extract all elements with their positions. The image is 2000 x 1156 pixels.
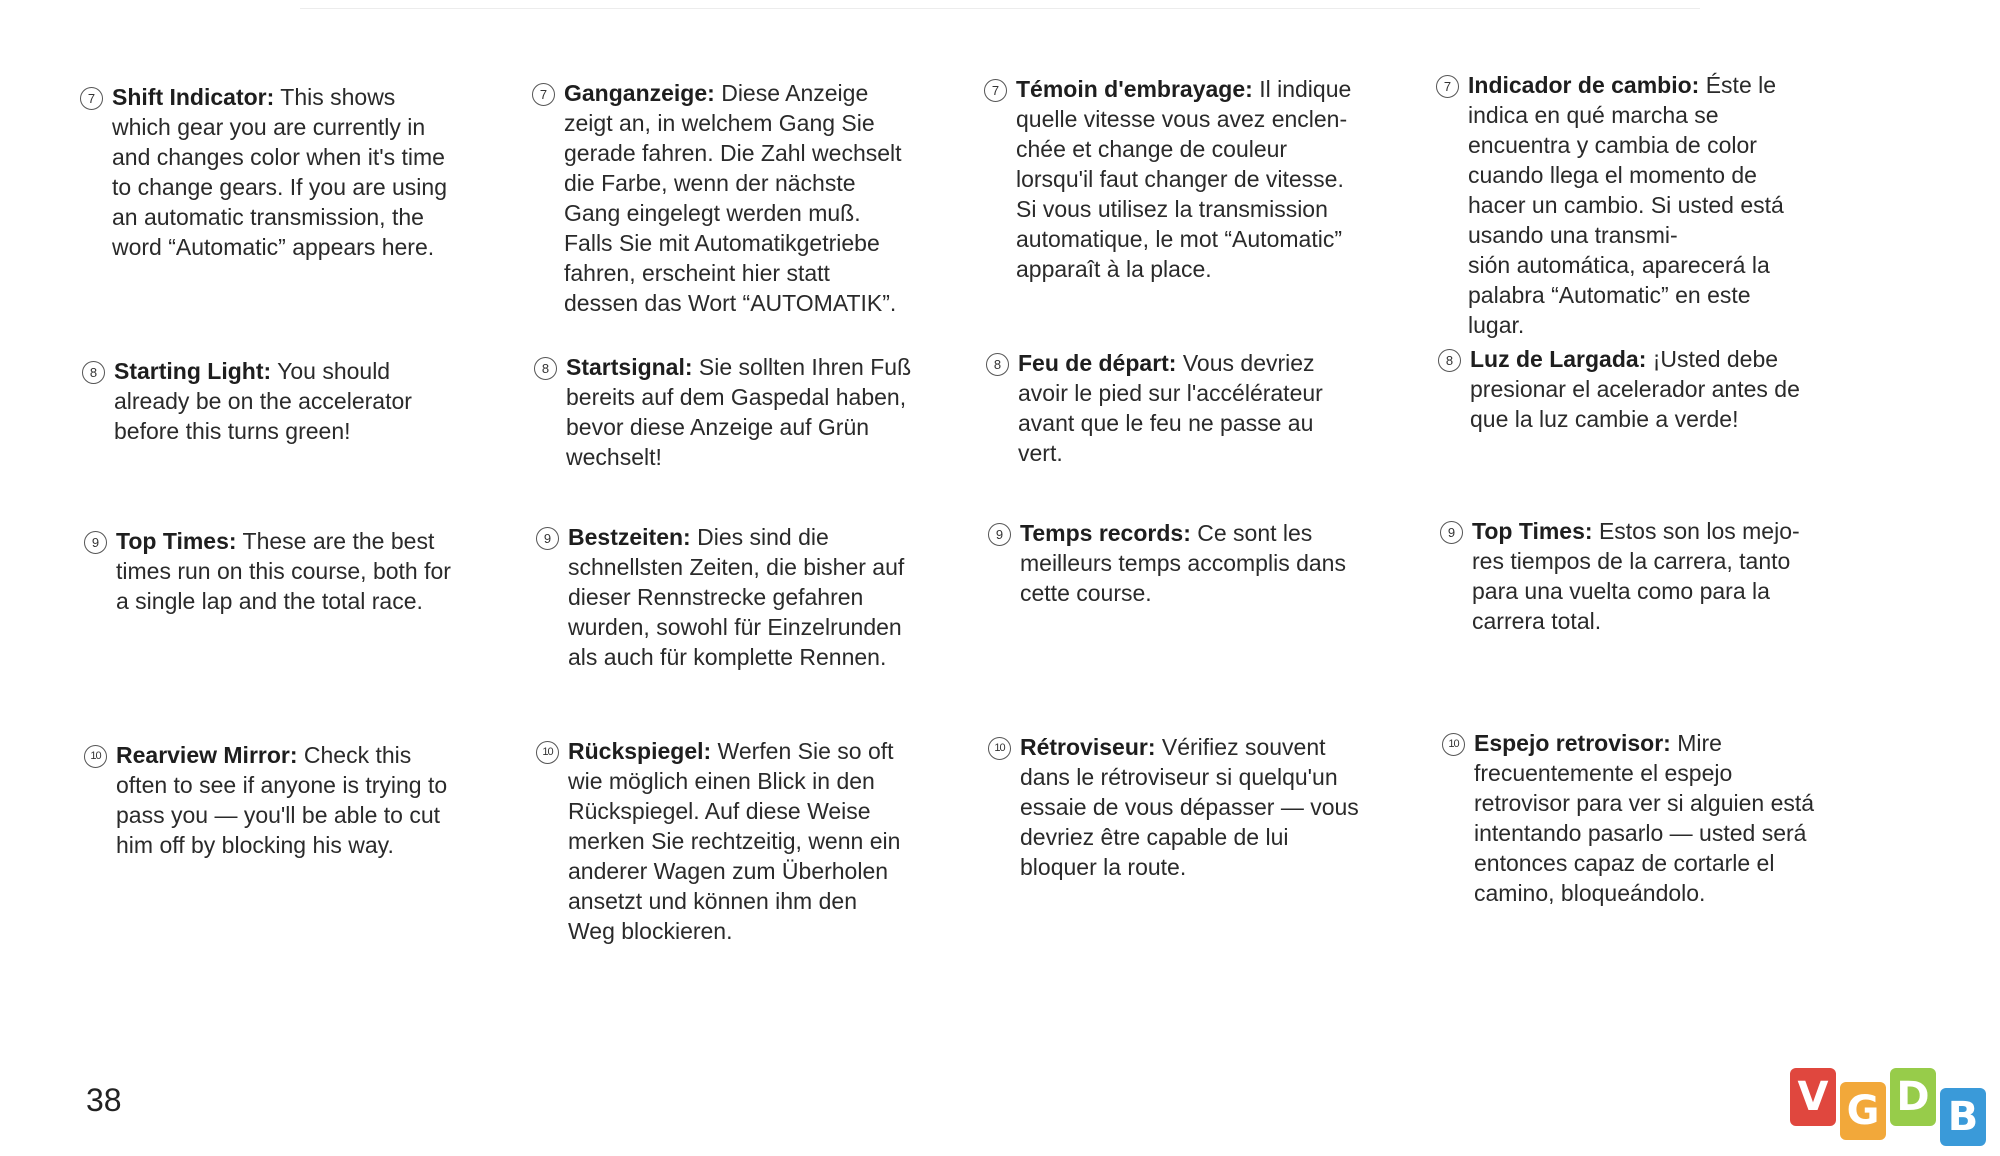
entry-text: These are the best times run on this course, both for a single lap and the total race.: [116, 528, 451, 614]
entry-text: Check this often to see if anyone is trying to pass you — you'll be able to cut him off by blocking his way.: [116, 742, 448, 858]
circled-number: 7: [1436, 75, 1459, 98]
de-entry-9: [536, 522, 976, 672]
entry-text: Ce sont les meilleurs temps accomplis dans cette course.: [1020, 520, 1346, 606]
entry-term: Feu de départ:: [1018, 350, 1177, 376]
top-rule: [300, 8, 1700, 9]
circled-number: 10: [84, 745, 107, 768]
de-entry-8: [534, 352, 974, 472]
entry-text: Il indique quelle vitesse vous avez enclen- chée et change de couleur lorsqu'il faut changer de vitesse. Si vous utilisez la transmission automatique, le mot “Automatic” apparaît à la place.: [1016, 76, 1352, 282]
entry-term: Starting Light:: [114, 358, 272, 384]
circled-number: 8: [82, 361, 105, 384]
entry-term: Indicador de cambio:: [1468, 72, 1700, 98]
entry-term: Rearview Mirror:: [116, 742, 298, 768]
fr-entry-8: [986, 348, 1426, 468]
circled-number: 8: [534, 357, 557, 380]
circled-number: 9: [988, 523, 1011, 546]
entry-text: This shows which gear you are currently in and changes color when it's time to change gears. If you are using an automatic transmission, the word “Automatic” appears here.: [112, 84, 447, 260]
entry-term: Témoin d'embrayage:: [1016, 76, 1253, 102]
de-entry-10: [536, 736, 976, 946]
entry-term: Rétroviseur:: [1020, 734, 1156, 760]
circled-number: 9: [84, 531, 107, 554]
es-entry-10: [1442, 728, 1882, 908]
circled-number: 7: [532, 83, 555, 106]
entry-text: Estos son los mejo- res tiempos de la carrera, tanto para una vuelta como para la carrera total.: [1472, 518, 1800, 634]
entry-term: Ganganzeige:: [564, 80, 715, 106]
en-entry-10: [84, 740, 524, 860]
circled-number: 9: [1440, 521, 1463, 544]
entry-text: Diese Anzeige zeigt an, in welchem Gang Sie gerade fahren. Die Zahl wechselt die Farbe, wenn der nächste Gang eingelegt werden muß. Falls Sie mit Automatikgetriebe fahren, erscheint hier statt dessen das Wort “AUTOMATIK”.: [564, 80, 902, 316]
entry-text: Sie sollten Ihren Fuß bereits auf dem Gaspedal haben, bevor diese Anzeige auf Grün wechselt!: [566, 354, 912, 470]
entry-term: Espejo retrovisor:: [1474, 730, 1671, 756]
entry-text: ¡Usted debe presionar el acelerador antes de que la luz cambie a verde!: [1470, 346, 1800, 432]
es-entry-7: [1436, 70, 1876, 340]
entry-term: Bestzeiten:: [568, 524, 691, 550]
entry-term: Top Times:: [1472, 518, 1593, 544]
entry-text: Dies sind die schnellsten Zeiten, die bisher auf dieser Rennstrecke gefahren wurden, sowohl für Einzelrunden als auch für komplette Rennen.: [568, 524, 905, 670]
entry-term: Temps records:: [1020, 520, 1191, 546]
logo-letter-g: G: [1840, 1082, 1886, 1140]
circled-number: 10: [536, 741, 559, 764]
circled-number: 8: [1438, 349, 1461, 372]
entry-term: Startsignal:: [566, 354, 693, 380]
entry-text: Werfen Sie so oft wie möglich einen Blick in den Rückspiegel. Auf diese Weise merken Sie rechtzeitig, wenn ein anderer Wagen zum Überholen ansetzt und können ihm den Weg blockieren.: [568, 738, 901, 944]
circled-number: 10: [988, 737, 1011, 760]
en-entry-9: [84, 526, 524, 616]
fr-entry-7: [984, 74, 1424, 284]
page-number: 38: [86, 1082, 122, 1118]
es-entry-8: [1438, 344, 1878, 434]
es-entry-9: [1440, 516, 1880, 636]
circled-number: 7: [984, 79, 1007, 102]
entry-term: Rückspiegel:: [568, 738, 712, 764]
entry-term: Luz de Largada:: [1470, 346, 1647, 372]
circled-number: 8: [986, 353, 1009, 376]
vgdb-logo: [1790, 1068, 1990, 1148]
logo-letter-d: D: [1890, 1068, 1936, 1126]
entry-text: Mire frecuentemente el espejo retrovisor para ver si alguien está intentando pasarlo — usted será entonces capaz de cortarle el camino, bloqueándolo.: [1474, 730, 1815, 906]
entry-text: You should already be on the accelerator before this turns green!: [114, 358, 412, 444]
entry-text: Vous devriez avoir le pied sur l'accélérateur avant que le feu ne passe au vert.: [1018, 350, 1323, 466]
circled-number: 10: [1442, 733, 1465, 756]
entry-term: Shift Indicator:: [112, 84, 275, 110]
fr-entry-9: [988, 518, 1428, 608]
logo-letter-b: B: [1940, 1088, 1986, 1146]
entry-text: Vérifiez souvent dans le rétroviseur si quelqu'un essaie de vous dépasser — vous devriez être capable de lui bloquer la route.: [1020, 734, 1359, 880]
de-entry-7: [532, 78, 972, 318]
entry-text: Éste le indica en qué marcha se encuentra y cambia de color cuando llega el momento de hacer un cambio. Si usted está usando una transmi- sión automática, aparecerá la palabra “Automatic” en este lugar.: [1468, 72, 1784, 338]
fr-entry-10: [988, 732, 1428, 882]
logo-letter-v: V: [1790, 1068, 1836, 1126]
entry-term: Top Times:: [116, 528, 237, 554]
en-entry-7: [80, 82, 520, 262]
circled-number: 9: [536, 527, 559, 550]
en-entry-8: [82, 356, 522, 446]
circled-number: 7: [80, 87, 103, 110]
